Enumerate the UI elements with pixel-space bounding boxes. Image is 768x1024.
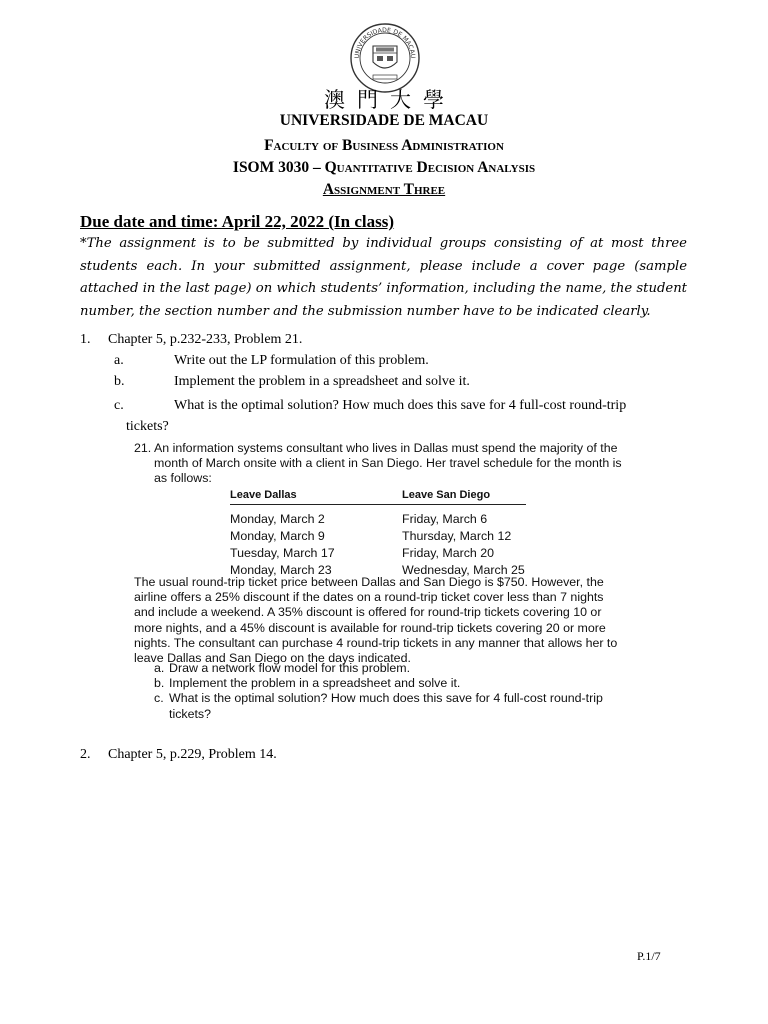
sub-letter: b.	[114, 374, 125, 389]
sub-text: What is the optimal solution? How much does this save for 4 full-cost round-trip	[174, 398, 627, 413]
question-number: 2.	[80, 747, 91, 762]
column-header: Leave San Diego	[402, 489, 491, 501]
table-cell: Tuesday, March 17	[230, 545, 335, 560]
problem-intro: An information systems consultant who lives in Dallas must spend the majority of the month of March onsite with a client in San Diego. Her travel schedule for the month is as follows:	[154, 441, 622, 486]
table-cell: Monday, March 9	[230, 529, 325, 543]
column-header: Leave Dallas	[230, 489, 297, 501]
question-1-sub-a	[114, 351, 429, 371]
schedule-header	[230, 488, 526, 505]
problem-subquestions	[154, 661, 626, 722]
sub-text-continuation: tickets?	[126, 419, 169, 434]
question-1	[80, 330, 302, 350]
svg-text:UNIVERSIDADE DE MACAU: UNIVERSIDADE DE MACAU	[353, 26, 417, 59]
course-title: ISOM 3030 – Quantitative Decision Analysis	[232, 159, 536, 176]
item-text: Draw a network flow model for this problem.	[169, 661, 411, 675]
submission-note: *The assignment is to be submitted by individual groups consisting of at most three students each. In your submitted assignment, please include a cover page (sample attached in the last page) on which students’ information, including the name, the student number, the section number and the submission number have to be indicated clearly.	[80, 236, 687, 319]
sub-letter: c.	[114, 398, 124, 413]
item-letter: c.	[154, 691, 164, 706]
sub-letter: a.	[114, 353, 124, 368]
sub-text: Write out the LP formulation of this problem.	[174, 353, 429, 368]
table-cell: Monday, March 2	[230, 512, 325, 527]
item-letter: b.	[154, 676, 165, 691]
due-date-heading: Due date and time: April 22, 2022 (In class)	[80, 212, 395, 231]
table-row	[230, 528, 526, 545]
question-1-sub-c	[114, 396, 687, 416]
list-item	[154, 676, 626, 691]
table-cell: Friday, March 20	[402, 545, 495, 560]
item-text: What is the optimal solution? How much does this save for 4 full-cost round-trip tickets?	[169, 691, 603, 721]
university-name: UNIVERSIDADE DE MACAU	[279, 112, 489, 129]
table-cell: Monday, March 23	[230, 562, 332, 577]
faculty-name: Faculty of Business Administration	[264, 137, 504, 154]
page-number: P.1/7	[637, 949, 661, 963]
university-seal-icon	[349, 22, 421, 94]
university-chinese-name: 澳門大學	[324, 88, 456, 112]
item-text: Implement the problem in a spreadsheet and solve it.	[169, 676, 461, 691]
table-row	[230, 545, 526, 562]
question-1-sub-b	[114, 372, 470, 392]
list-item	[154, 661, 626, 676]
assignment-title: Assignment Three	[322, 181, 446, 198]
list-item	[154, 691, 626, 721]
item-letter: a.	[154, 661, 165, 675]
question-number: 1.	[80, 332, 91, 347]
question-2	[80, 745, 277, 765]
question-text: Chapter 5, p.229, Problem 14.	[108, 747, 277, 762]
problem-body: The usual round-trip ticket price between Dallas and San Diego is $750. However, the airline offers a 25% discount if the dates on a round-trip ticket cover less than 7 nights and include a weekend. A 35% discount is offered for round-trip tickets covering 10 or more nights, and a 45% discount is available for round-trip tickets covering 20 or more nights. The consultant can purchase 4 round-trip tickets in any manner that allows her to leave Dallas and San Diego on the days indicated.	[134, 575, 618, 666]
table-cell: Friday, March 6	[402, 512, 488, 527]
table-cell: Wednesday, March 25	[402, 562, 525, 577]
table-cell: Thursday, March 12	[402, 529, 512, 543]
sub-text: Implement the problem in a spreadsheet and solve it.	[174, 374, 470, 389]
question-text: Chapter 5, p.232-233, Problem 21.	[108, 332, 303, 347]
table-row	[230, 511, 526, 528]
problem-number: 21.	[134, 441, 152, 455]
travel-schedule-table	[230, 488, 526, 578]
